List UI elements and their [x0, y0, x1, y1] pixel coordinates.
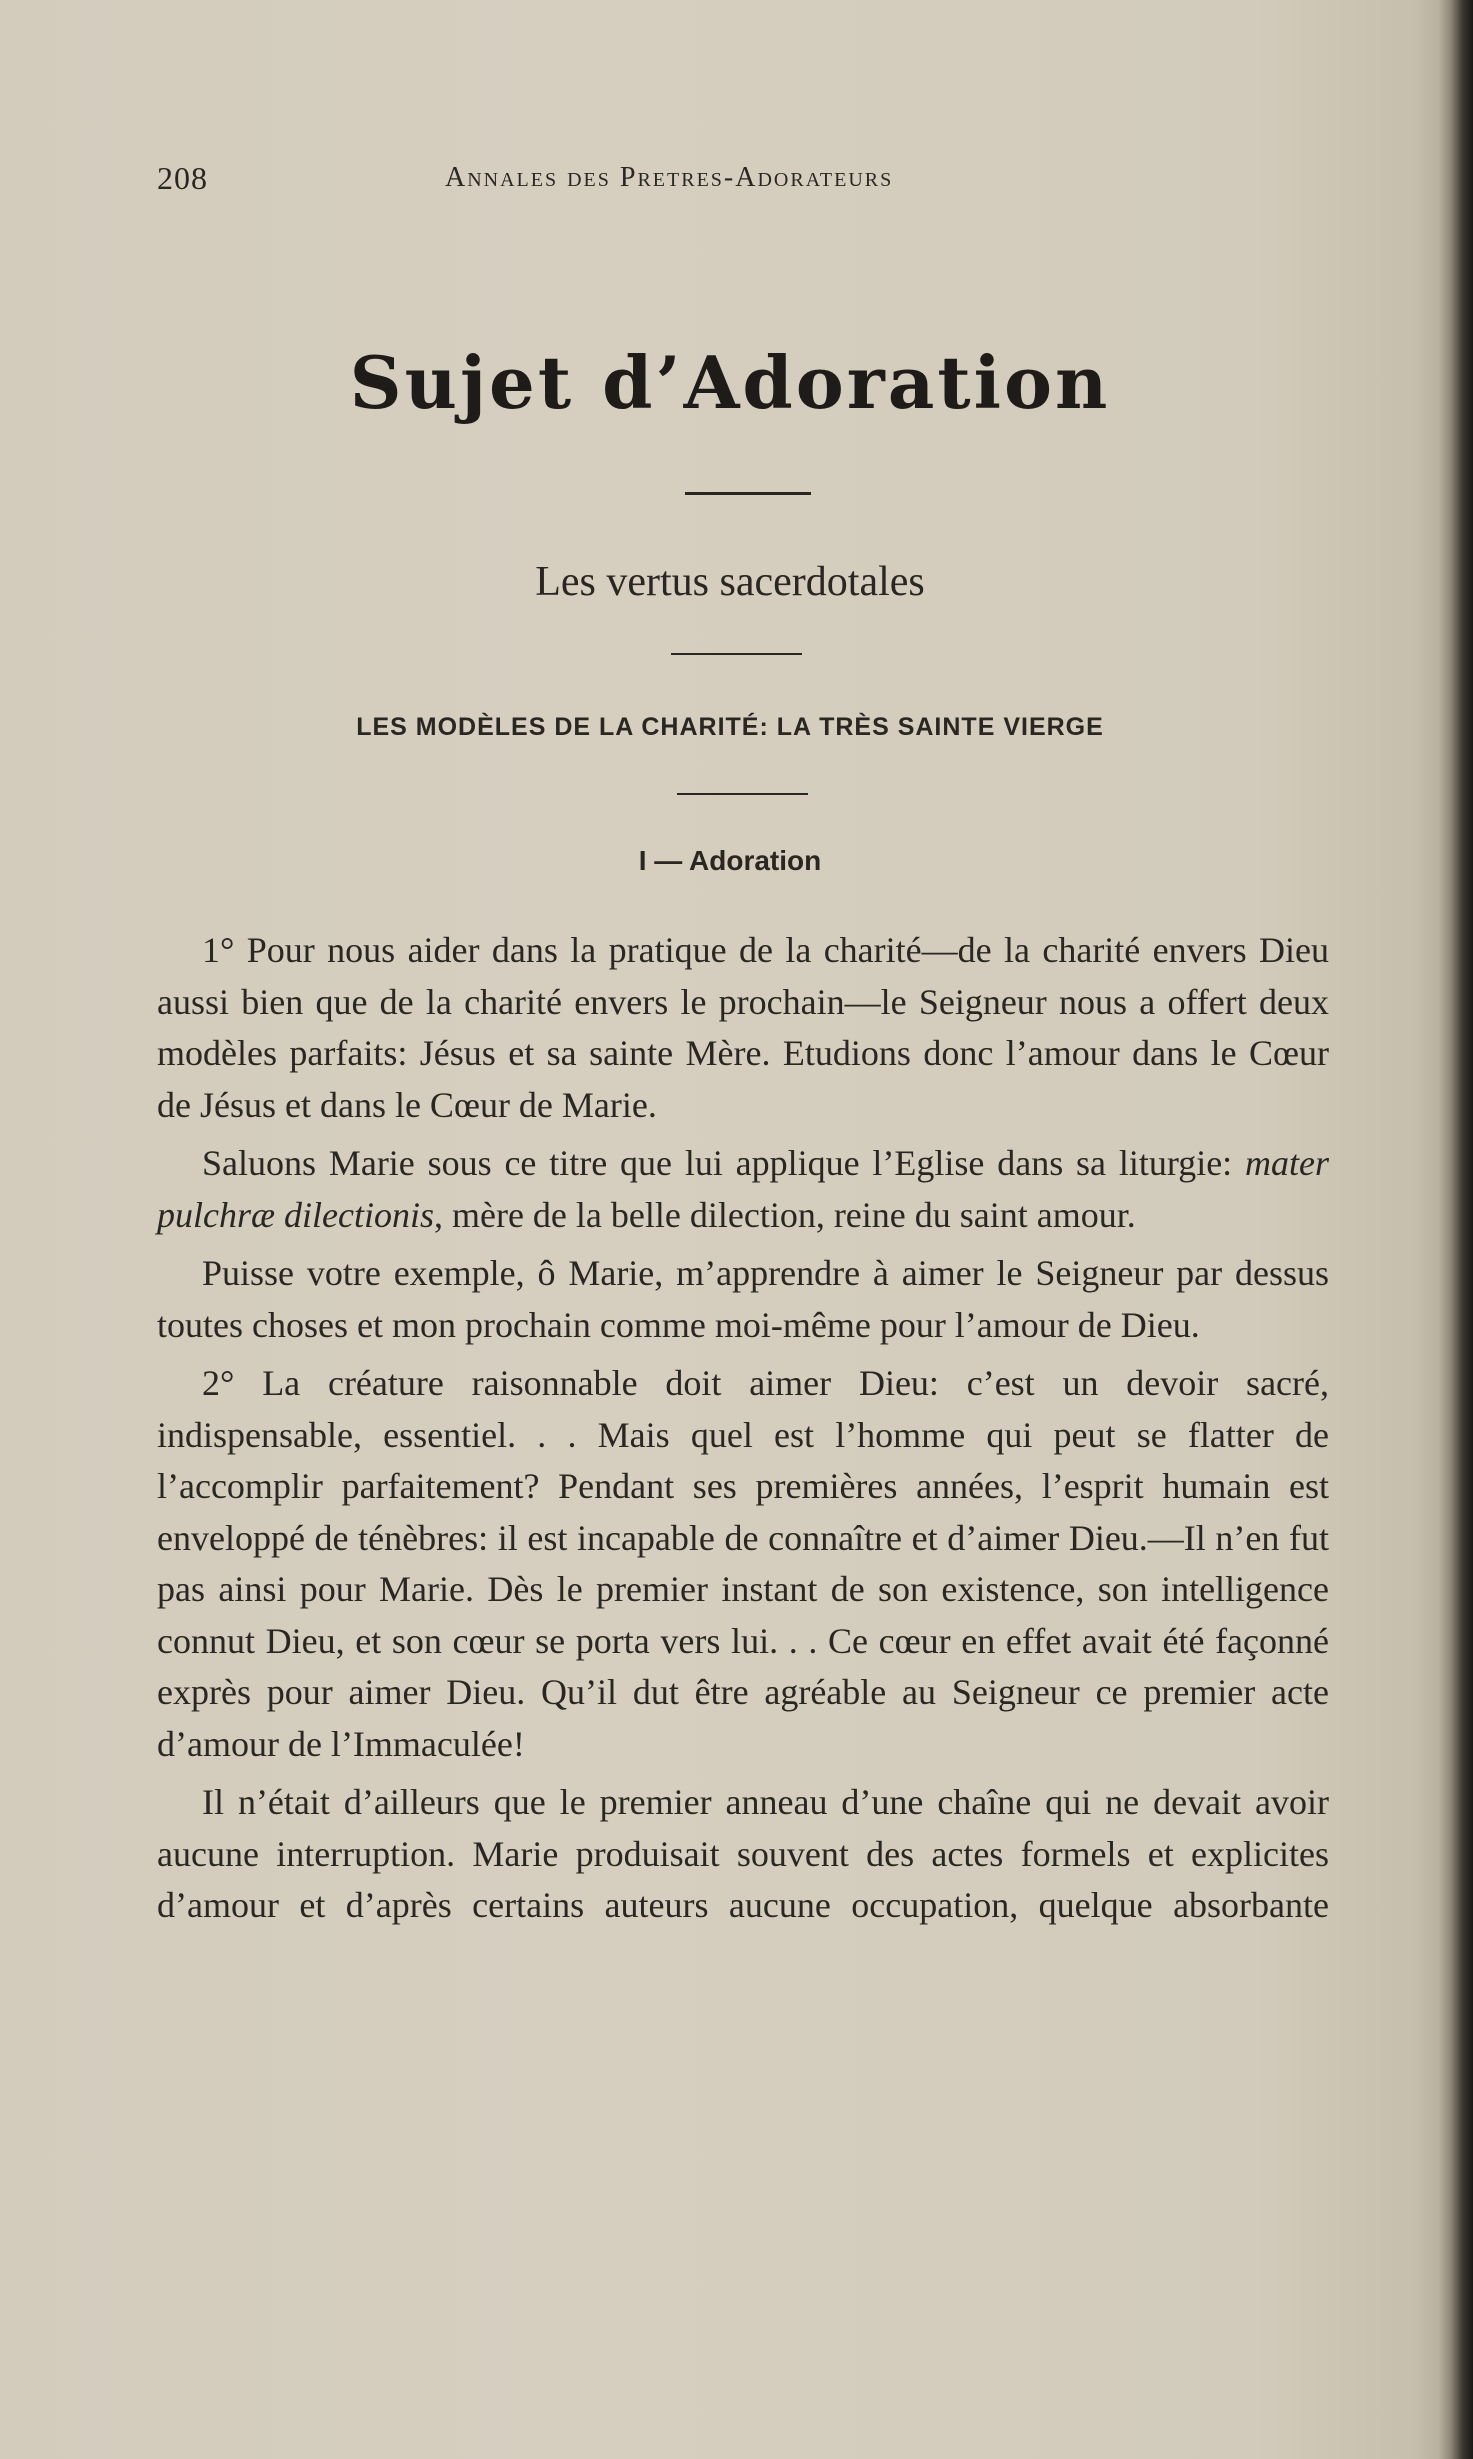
article-subtitle: Les vertus sacerdotales — [535, 559, 925, 605]
journal-title: Annales des Pretres-Adorateurs — [445, 162, 894, 193]
running-head — [157, 160, 1317, 200]
paragraph: Puisse votre exemple, ô Marie, m’apprendre à aimer le Seigneur par dessus toutes choses et mon prochain comme moi-même pour l’amour de Dieu. — [157, 1253, 1329, 1345]
paragraph: Il n’était d’ailleurs que le premier anneau d’une chaîne qui ne devait avoir aucune interruption. Marie produisait souvent des actes formels et explicites d’amour et d’après certains auteurs aucune occupation, quelque absorbante — [157, 1782, 1329, 1925]
section-divider — [677, 793, 808, 795]
paragraph — [157, 1138, 1329, 1241]
latin-quote: mater pulchræ dilectionis — [157, 1143, 1329, 1235]
title-divider — [685, 492, 811, 495]
part-heading: I — Adoration — [638, 845, 822, 876]
paragraph: 1° Pour nous aider dans la pratique de la charité—de la charité envers Dieu aussi bien que de la charité envers le prochain—le Seigneur nous a offert deux modèles parfaits: Jésus et sa sainte Mère. Etudions donc l’amour dans le Cœur de Jésus et dans le Cœur de Marie. — [157, 930, 1329, 1125]
page-number: 208 — [157, 160, 208, 196]
paragraph-text: , mère de la belle dilection, reine du saint amour. — [433, 1194, 1136, 1235]
book-spine-shadow — [1439, 0, 1473, 2459]
article-title: Sujet d’Adoration — [349, 340, 1111, 425]
subtitle-divider — [671, 653, 802, 655]
paragraph: 2° La créature raisonnable doit aimer Dieu: c’est un devoir sacré, indispensable, essentiel. . . Mais quel est l’homme qui peut se flatter de l’accomplir parfaitement? Pendant ses premières années, l’esprit humain est enveloppé de ténèbres: il est incapable de connaître et d’aimer Dieu.—Il n’en fut pas ainsi pour Marie. Dès le premier instant de son existence, son intelligence connut Dieu, et son cœur se porta vers lui. . . Ce cœur en effet avait été façonné exprès pour aimer Dieu. Qu’il dut être agréable au Seigneur ce premier acte d’amour de l’Immaculée! — [157, 1363, 1329, 1764]
paragraph-text: Saluons Marie sous ce titre que lui applique l’Eglise dans sa liturgie: — [202, 1143, 1245, 1183]
body-text — [157, 925, 1329, 1939]
section-heading: LES MODÈLES DE LA CHARITÉ: LA TRÈS SAINTE VIERGE — [356, 713, 1104, 741]
